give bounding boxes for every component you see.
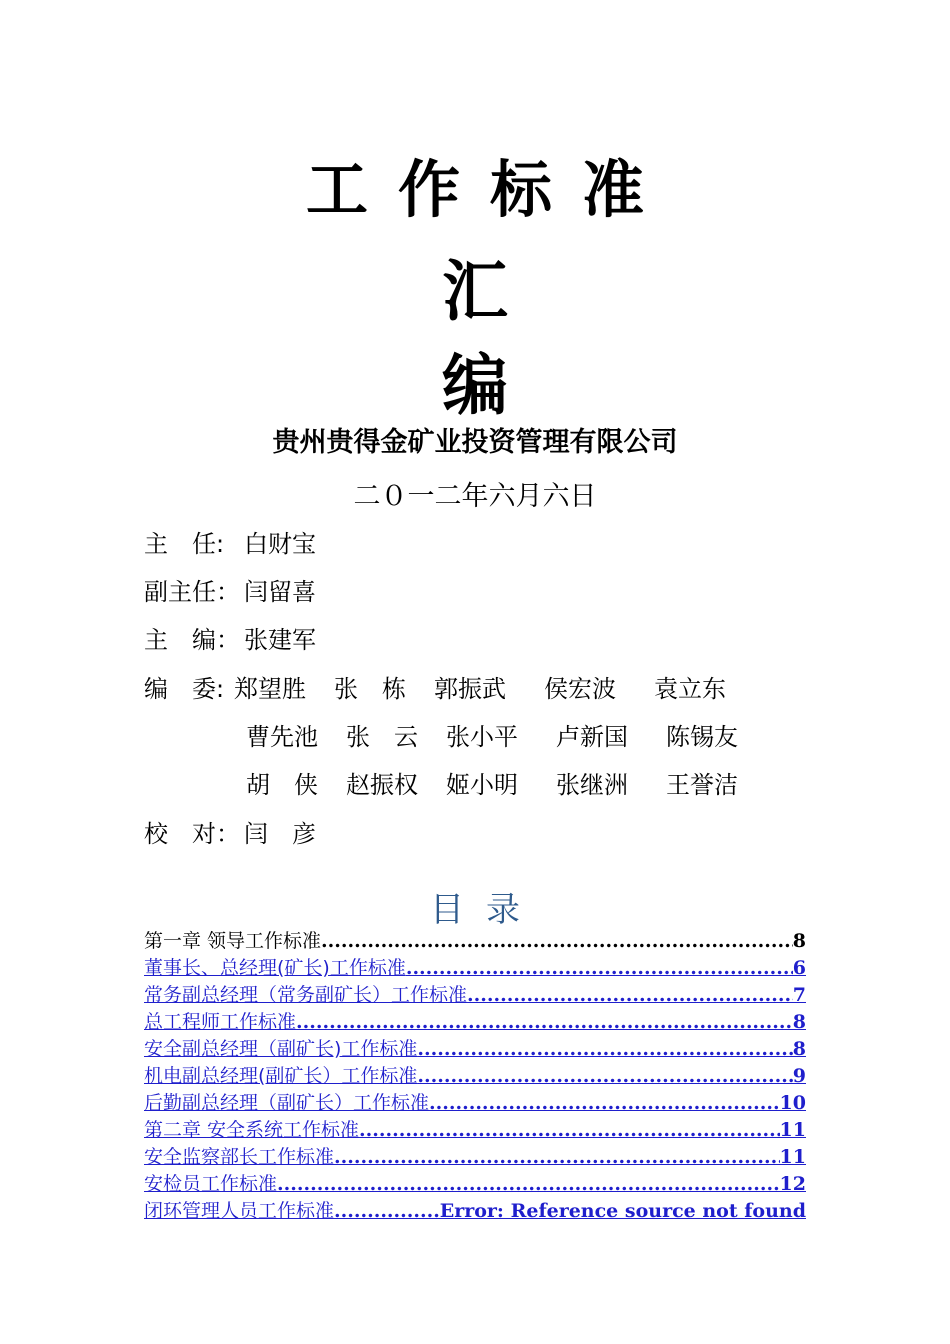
toc-entry-link[interactable] (144, 1036, 806, 1063)
toc-entry-page: 9 (792, 1065, 806, 1087)
toc-entry-title: 安全副总经理（副矿长)工作标准 (144, 1038, 418, 1060)
credit-label: 编 委: (144, 675, 225, 703)
credit-committee-cont (246, 717, 766, 752)
toc-leader-dots (417, 1036, 792, 1063)
committee-names-row2 (246, 717, 766, 752)
toc-entry-title: 机电副总经理(副矿长）工作标准 (144, 1065, 418, 1087)
credit-label: 主 任: (144, 530, 225, 558)
toc-entry-title: 安全监察部长工作标准 (144, 1146, 335, 1168)
toc-entry-page: 8 (792, 930, 806, 952)
toc-entry-link[interactable] (144, 1117, 806, 1144)
company-name: 贵州贵得金矿业投资管理有限公司 (272, 427, 678, 458)
toc-entry-title: 闭环管理人员工作标准 (144, 1200, 335, 1222)
committee-name: 郑望胜 (234, 675, 306, 703)
credit-label: 校 对： (144, 820, 240, 848)
committee-names-row3 (246, 765, 766, 800)
committee-name: 曹先池 (246, 723, 318, 751)
committee-names-row1 (234, 669, 754, 704)
credit-value: 闫留喜 (244, 578, 316, 606)
document-title-line3: 编 (442, 347, 508, 424)
toc-leader-dots (406, 955, 793, 982)
toc-entry-link[interactable] (144, 955, 806, 982)
credit-director (144, 524, 316, 559)
toc-entry-link[interactable] (144, 1144, 806, 1171)
toc-entry-link[interactable] (144, 1090, 806, 1117)
committee-name: 赵振权 (346, 771, 418, 799)
document-title-line1: 工作标准 (305, 153, 674, 226)
committee-name: 袁立东 (654, 675, 726, 703)
committee-name: 张 栋 (334, 675, 406, 703)
credit-label: 副主任： (144, 578, 240, 606)
committee-name: 张继洲 (556, 771, 628, 799)
toc-entry-page-error: Error: Reference source not found (439, 1200, 806, 1222)
committee-name: 侯宏波 (544, 675, 616, 703)
toc-leader-dots (321, 928, 793, 955)
committee-name: 张 云 (346, 723, 418, 751)
toc-leader-dots (334, 1198, 440, 1225)
toc-entry-title: 安检员工作标准 (144, 1173, 278, 1195)
table-of-contents (144, 928, 806, 1225)
credit-committee-cont (246, 765, 766, 800)
committee-name: 卢新国 (556, 723, 628, 751)
toc-leader-dots (334, 1144, 780, 1171)
toc-leader-dots (277, 1171, 780, 1198)
credit-deputy (144, 572, 316, 607)
committee-name: 郭振武 (434, 675, 506, 703)
committee-name: 张小平 (446, 723, 518, 751)
toc-leader-dots (417, 1063, 792, 1090)
toc-entry-title: 董事长、总经理(矿长)工作标准 (144, 957, 406, 979)
credit-committee (144, 669, 754, 704)
toc-entry-page: 11 (779, 1146, 806, 1168)
toc-entry-page: 6 (792, 957, 806, 979)
toc-entry[interactable] (144, 928, 806, 955)
toc-entry-title: 第一章 领导工作标准 (144, 930, 322, 952)
toc-entry-page: 10 (779, 1092, 806, 1114)
credit-editor (144, 620, 316, 655)
toc-entry-page: 8 (792, 1011, 806, 1033)
committee-name: 王誉洁 (666, 771, 738, 799)
toc-entry-title: 第二章 安全系统工作标准 (144, 1119, 360, 1141)
toc-entry-link[interactable] (144, 1009, 806, 1036)
toc-entry-link[interactable] (144, 1063, 806, 1090)
credit-value: 白财宝 (244, 530, 316, 558)
toc-entry-page: 12 (779, 1173, 806, 1195)
toc-entry-title: 总工程师工作标准 (144, 1011, 297, 1033)
toc-leader-dots (296, 1009, 793, 1036)
toc-entry-title: 常务副总经理（常务副矿长）工作标准 (144, 984, 468, 1006)
toc-entry-link[interactable] (144, 1171, 806, 1198)
credit-value: 闫 彦 (244, 820, 316, 848)
toc-entry-page: 8 (792, 1038, 806, 1060)
toc-entry-page: 7 (792, 984, 806, 1006)
credit-proofreader (144, 814, 316, 849)
committee-name: 陈锡友 (666, 723, 738, 751)
committee-name: 姬小明 (446, 771, 518, 799)
credit-label: 主 编： (144, 626, 240, 654)
toc-entry-link[interactable] (144, 1198, 806, 1225)
toc-leader-dots (467, 982, 793, 1009)
toc-leader-dots (429, 1090, 780, 1117)
committee-name: 胡 侠 (246, 771, 318, 799)
credit-value: 张建军 (244, 626, 316, 654)
toc-leader-dots (359, 1117, 780, 1144)
toc-entry-link[interactable] (144, 982, 806, 1009)
toc-entry-title: 后勤副总经理（副矿长）工作标准 (144, 1092, 430, 1114)
document-title-line2: 汇 (442, 253, 508, 330)
toc-entry-page: 11 (779, 1119, 806, 1141)
toc-heading: 目录 (430, 890, 542, 930)
publication-date: 二０一二年六月六日 (353, 481, 597, 512)
